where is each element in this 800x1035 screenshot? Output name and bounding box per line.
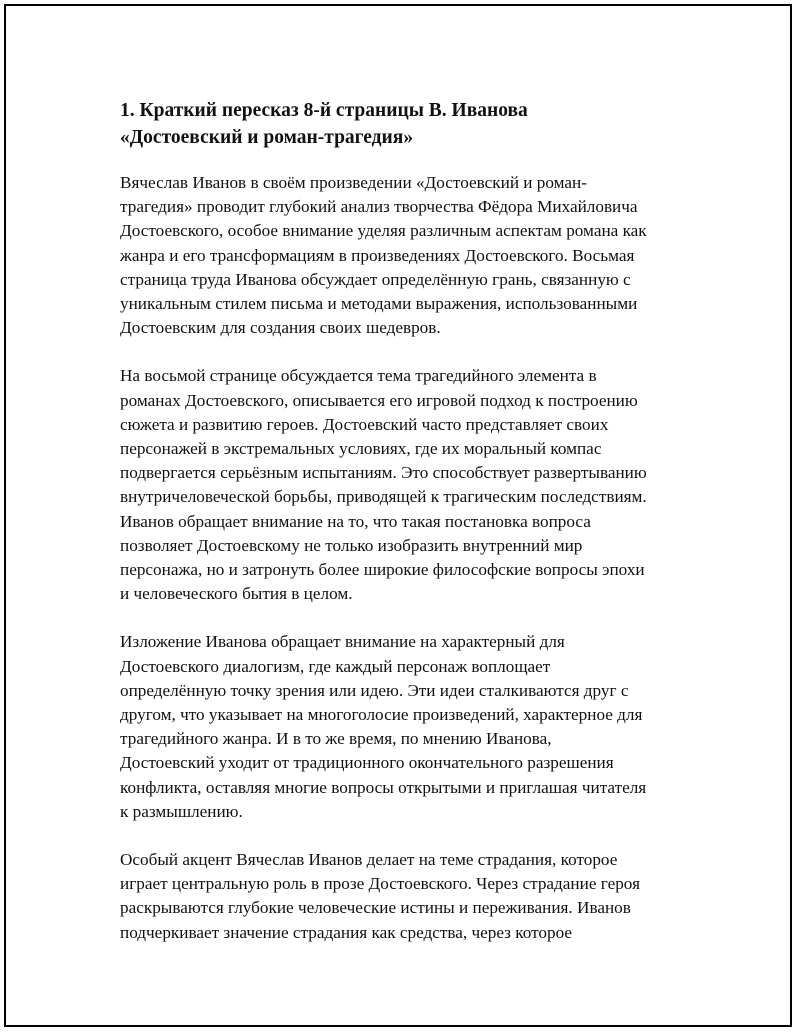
document-title	[120, 97, 700, 151]
text-line: жанра и его трансформациям в произведениях Достоевского. Восьмая	[120, 245, 635, 265]
text-line: Достоевский уходит от традиционного окончательного разрешения	[120, 753, 614, 773]
title-line: «Достоевский и роман-трагедия»	[120, 127, 414, 148]
text-line: Достоевским для создания своих шедевров.	[120, 318, 441, 338]
text-line: внутричеловеческой борьбы, приводящей к трагическим последствиям.	[120, 487, 647, 507]
paragraph	[120, 630, 700, 824]
text-line: Изложение Иванова обращает внимание на характерный для	[120, 632, 565, 652]
text-line: Достоевского, особое внимание уделяя различным аспектам романа как	[120, 221, 647, 241]
title-line: 1. Краткий пересказ 8-й страницы В. Иванова	[120, 100, 528, 121]
text-line: другом, что указывает на многоголосие произведений, характерное для	[120, 705, 643, 725]
text-line: персонажей в экстремальных условиях, где их моральный компас	[120, 439, 602, 459]
text-line: Вячеслав Иванов в своём произведении «Достоевский и роман-	[120, 173, 587, 192]
text-line: сюжета и развитию героев. Достоевский часто представляет своих	[120, 414, 609, 434]
text-line: трагедийного жанра. И в то же время, по мнению Иванова,	[120, 729, 552, 749]
text-line: и человеческого бытия в целом.	[120, 584, 353, 604]
text-line: страница труда Иванова обсуждает определённую грань, связанную с	[120, 269, 631, 289]
text-line: Достоевского диалогизм, где каждый персонаж воплощает	[120, 656, 551, 676]
paragraph	[120, 171, 700, 340]
text-line: Иванов обращает внимание на то, что такая постановка вопроса	[120, 511, 591, 531]
text-line: На восьмой странице обсуждается тема трагедийного элемента в	[120, 366, 597, 386]
text-line: персонажа, но и затронуть более широкие философские вопросы эпохи	[120, 560, 645, 580]
text-line: позволяет Достоевскому не только изобразить внутренний мир	[120, 535, 583, 555]
text-line: Особый акцент Вячеслав Иванов делает на теме страдания, которое	[120, 850, 618, 870]
text-line: раскрываются глубокие человеческие истины и переживания. Иванов	[120, 898, 631, 918]
document-page	[4, 4, 792, 1027]
text-line: уникальным стилем письма и методами выражения, использованными	[120, 294, 638, 314]
text-line: трагедия» проводит глубокий анализ творчества Фёдора Михайловича	[120, 197, 638, 217]
text-line: романах Достоевского, описывается его игровой подход к построению	[120, 390, 638, 410]
text-line: подвергается серьёзным испытаниям. Это способствует развертыванию	[120, 463, 647, 483]
text-line: играет центральную роль в прозе Достоевского. Через страдание героя	[120, 874, 640, 894]
text-line: к размышлению.	[120, 801, 243, 821]
paragraph	[120, 848, 700, 945]
text-line: определённую точку зрения или идею. Эти идеи сталкиваются друг с	[120, 680, 629, 700]
paragraph	[120, 364, 700, 606]
text-line: конфликта, оставляя многие вопросы открытыми и приглашая читателя	[120, 777, 647, 797]
document-content	[120, 97, 700, 969]
text-line: подчеркивает значение страдания как средства, через которое	[120, 922, 573, 942]
